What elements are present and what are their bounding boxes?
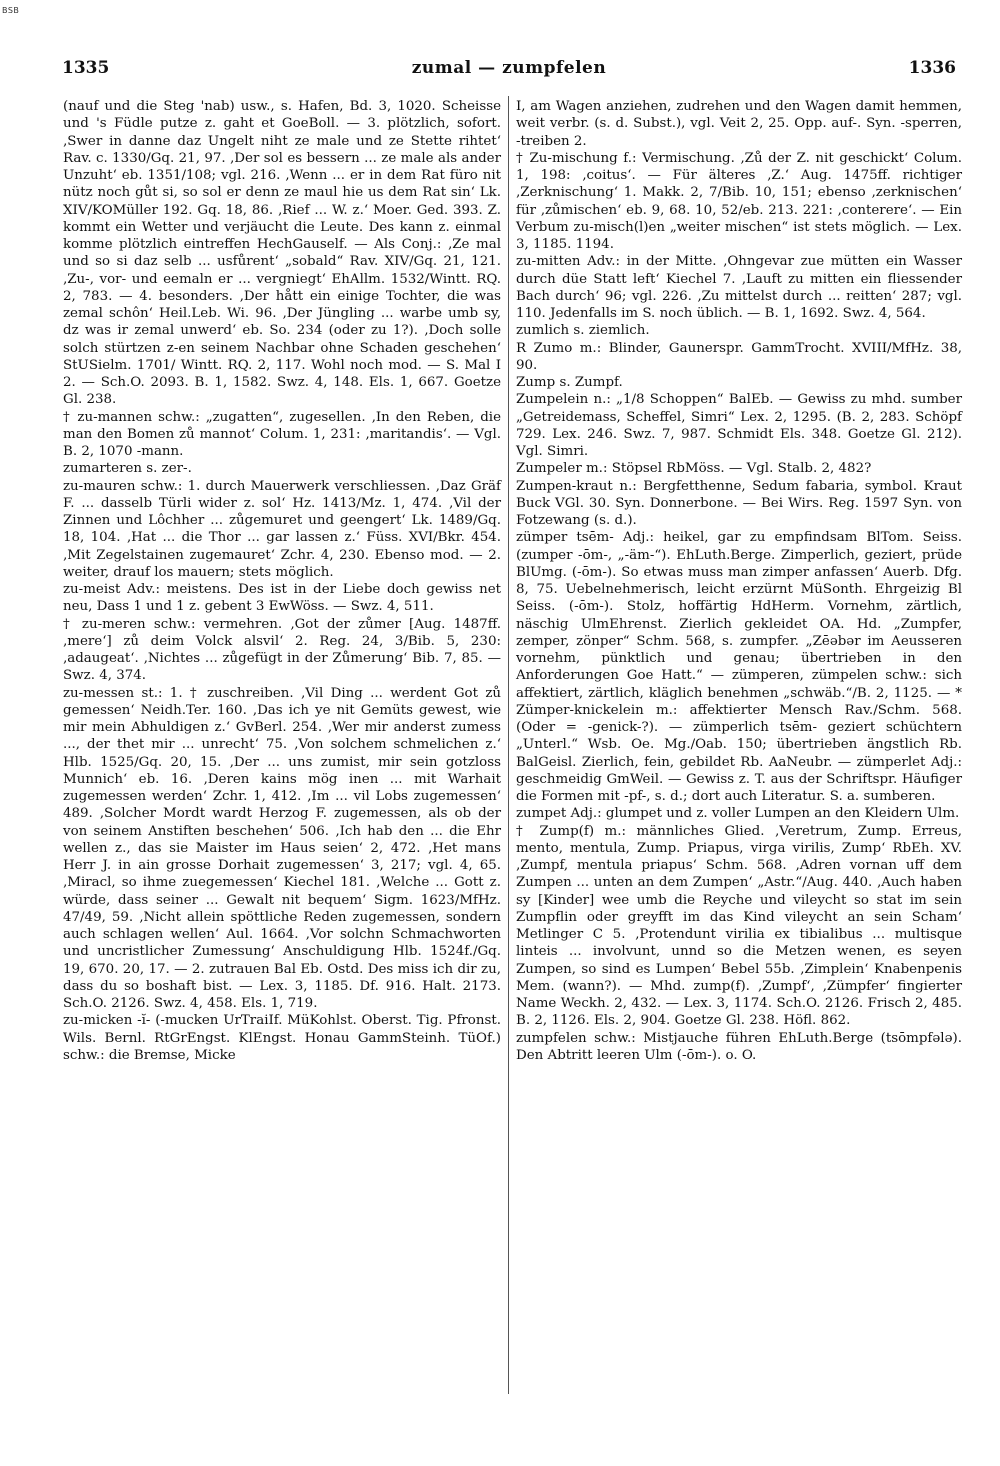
- entry-zumarteren: [63, 460, 501, 477]
- entry-zu-mischung: [516, 150, 962, 254]
- entry-text: Zumpeler m.: Stöpsel RbMöss. — Vgl. Stalb. 2, 482?: [516, 461, 872, 477]
- entry-text: (nauf und die Steg 'nab) usw., s. Hafen, Bd. 3, 1020. Scheisse und 's Füdle putze z. gaht et GoeBoll. — 3. plötzlich, sofort. ‚Swer in danne daz Ungelt niht ze male und ze Stette rihtet‘ Rav. c. 1330/Gq. 21, 97. ‚Der sol es bessern ... ze male als ander Unzuht‘ eb. 1351/108; vgl. 216. ‚Wenn ... er in dem Rat füro nit nütz noch gůt si, so sol er denn ze maul hie us dem Rat sin‘ Lk. XIV/KOMüller 192. Gq. 18, 86. ‚Rief ... W. z.‘ Moer. Ged. 393. Z. kommt ein Wetter und verjäucht die Leute. Des kann z. einmal komme plötzlich eintreffen HechGauself. — Als Conj.: ‚Ze mal und so si daz selb ... usfůrent‘ „sobald“ Rav. XIV/Gq. 21, 121. ‚Zu-, vor- und eemaln er ... vergniegt‘ EhAllm. 1532/Wintt. RQ. 2, 783. — 4. besonders. ‚Der hått ein einige Tochter, die was zemal schôn‘ Heil.Leb. Wi. 96. ‚Der Jüngling ... warbe umb sy, dz was ir zemal unwerd‘ eb. So. 234 (oder zu 1?). ‚Doch solle solch stürtzen z-en seinem Nachbar ohne Schaden geschehen‘ StUSielm. 1701/ Wintt. RQ. 2, 117. Wohl noch mod. — S. Mal I 2. — Sch.O. 2093. B. 1, 1582. Swz. 4, 148. Els. 1, 667. Goetze Gl. 238.: [63, 99, 501, 408]
- entry-text: zu-mitten Adv.: in der Mitte. ‚Ohngevar zue mütten ein Wasser durch düe Statt left‘ Kiechel 7. ‚Lauft zu mitten ein fliessender Bach durch‘ 96; vgl. 226. ‚Zu mittelst durch ... reitten‘ 287; vgl. 110. Jedenfalls im S. noch üblich. — B. 1, 1692. Swz. 4, 564.: [516, 254, 962, 321]
- entry-text: zu-meist Adv.: meistens. Des ist in der Liebe doch gewiss net neu, Dass 1 und 1 z. gebent 3 EwWöss. — Swz. 4, 511.: [63, 582, 501, 615]
- left-page-number: 1335: [62, 58, 110, 78]
- page-header: [62, 58, 956, 84]
- entry-text: I, am Wagen anziehen, zudrehen und den Wagen damit hemmen, weit verbr. (s. d. Subst.), vgl. Veit 2, 25. Opp. auf-. Syn. -sperren, -treiben 2.: [516, 99, 962, 149]
- entry-zuemper: [516, 529, 962, 805]
- entry-zu-mauren: [63, 478, 501, 582]
- right-column: [516, 98, 962, 1064]
- entry-zu-messen: [63, 685, 501, 1013]
- entry-zumo: [516, 340, 962, 375]
- entry-text: Zumpelein n.: „1/8 Schoppen“ BalEb. — Gewiss zu mhd. sumber „Getreidemass, Scheffel, Simri“ Lex. 2, 1295. (B. 2, 283. Schöpf 729. Lex. 246. Swz. 7, 987. Schmidt Els. 348. Goetze Gl. 212). Vgl. Simri.: [516, 392, 962, 459]
- entry-zu-micken-continued: [516, 98, 962, 150]
- entry-zu-mitten: [516, 253, 962, 322]
- entry-text: R Zumo m.: Blinder, Gaunerspr. GammTrocht. XVIII/MfHz. 38, 90.: [516, 340, 962, 373]
- entry-text: zu-mauren schw.: 1. durch Mauerwerk verschliessen. ‚Daz Gräf F. ... dasselb Türli wider z. sol‘ Hz. 1413/Mz. 1, 474. ‚Vil der Zinnen und Lôchher ... zůgemuret und geengert‘ Lk. 1489/Gq. 18, 104. ‚Hat ... die Thor ... gar lassen z.‘ Füss. XVI/Bkr. 454. ‚Mit Zegelstainen zugemauret‘ Zchr. 4, 230. Ebenso mod. — 2. weiter, drauf los mauern; stets möglich.: [63, 478, 501, 580]
- entry-text: Zumpen-kraut n.: Bergfetthenne, Sedum fabaria, symbol. Kraut Buck VGl. 30. Syn. Donnerbone. — Bei Wirs. Reg. 1597 Syn. von Fotzewang (s. d.).: [516, 478, 962, 528]
- entry-zumpfelen: [516, 1030, 962, 1065]
- entry-zu-mannen: [63, 409, 501, 461]
- entry-text: zumlich s. ziemlich.: [516, 323, 650, 339]
- entry-zumpen-kraut: [516, 478, 962, 530]
- column-divider: [508, 96, 509, 1394]
- entry-zu-micken: [63, 1012, 501, 1064]
- entry-zumpf: [516, 823, 962, 1030]
- entry-text: † zu-meren schw.: vermehren. ‚Got der zůmer [Aug. 1487ff. ‚mere‘] zů deim Volck alsvil‘ 2. Reg. 24, 3/Bib. 5, 230: ‚adaugeat‘. ‚Nichtes ... zůgefügt in der Zůmerung‘ Bib. 7, 85. — Swz. 4, 374.: [63, 616, 501, 684]
- entry-zumlich: [516, 322, 962, 339]
- entry-zu-meren: [63, 616, 501, 685]
- entry-text: zumpet Adj.: glumpet und z. voller Lumpen an den Kleidern Ulm.: [516, 806, 960, 822]
- library-stamp: BSB: [2, 6, 20, 15]
- entry-zump: [516, 374, 962, 391]
- entry-text: † zu-mannen schw.: „zugatten“, zugesellen. ‚In den Reben, die man den Bomen zů mannot‘ Colum. 1, 231: ‚maritandis‘. — Vgl. B. 2, 1070 -mann.: [63, 409, 501, 459]
- running-title: zumal — zumpfelen: [411, 58, 607, 78]
- entry-zumpeler: [516, 460, 962, 477]
- entry-text: zümper tsēm- Adj.: heikel, gar zu empfindsam BlTom. Seiss. (zumper -ōm-, „-äm-“). EhLuth.Berge. Zimperlich, geziert, prüde BlUmg. (-ōm-). So etwas muss man zimper anfassen‘ Auerb. Dfg. 8, 75. Uebelnehmerisch, leicht erzürnt MüSonth. Ehrgeizig Bl Seiss. (-ōm-). Stolz, hoffärtig HdHerm. Vornehm, zärtlich, näschig UlmEhrenst. Zierlich gekleidet OA. Hd. „Zumpfer, zemper, zönper“ Schm. 568, s. zumpfer. „Zēəbər im Aeusseren vornehm, pünktlich und genau; übertrieben in den Anforderungen Goe Hatt.“ — zümperen, zümpelen schw.: sich affektiert, zärtlich, kläglich benehmen „schwäb.“/B. 2, 1125. — * Zümper-knickelein m.: affektierter Mensch Rav./Schm. 568. (Oder = -genick-?). — zümperlich tsēm- geziert schüchtern „Unterl.“ Wsb. Oe. Mg./Oab. 150; übertrieben ängstlich Rb. BalGeisl. Zierlich, fein, gebildet Rb. AaNeubr. — zümperlet Adj.: geschmeidig GmWeil. — Gewiss z. T. aus der Schriftspr. Häufiger die Formen mit -pf-, s. d.; dort auch Literatur. S. a. sumberen.: [516, 530, 962, 804]
- entry-text: zumpfelen schw.: Mistjauche führen EhLuth.Berge (tsōmpfələ). Den Abtritt leeren Ulm (-ōm-). o. O.: [516, 1030, 962, 1063]
- left-column: [63, 98, 501, 1064]
- entry-zumal-continued: [63, 98, 501, 409]
- entry-zumpelein: [516, 391, 962, 460]
- entry-text: zu-micken -ĭ- (-mucken UrTraiIf. MüKohlst. Oberst. Tig. Pfronst. Wils. Bernl. RtGrEngst. KlEngst. Honau GammSteinh. TüOf.) schw.: die Bremse, Micke: [63, 1013, 501, 1063]
- entry-text: † Zump(f) m.: männliches Glied. ‚Veretrum, Zump. Erreus, mento, mentula, Zump. Priapus, virga virilis, Zump‘ RbEh. XV. ‚Zumpf, mentula priapus‘ Schm. 568. ‚Adren vornan uff dem Zumpen ... unten an dem Zumpen‘ „Astr.“/Aug. 440. ‚Auch haben sy [Kinder] wee umb die Reyche und vileycht so stat im sein Zumpflin oder greyfft im das Kind vileycht an sein Scham‘ Metlinger C 5. ‚Protendunt virilia ex tibialibus ... multisque linteis ... involvunt, unnd so die Metzen wenen, es seyen Zumpen, so sind es Lumpen‘ Bebel 55b. ‚Zimplein‘ Knabenpenis Mem. (wann?). — Mhd. zump(f). ‚Zumpf‘, ‚Zümpfer‘ fingierter Name Weckh. 2, 432. — Lex. 3, 1174. Sch.O. 2126. Frisch 2, 485. B. 2, 1126. Els. 2, 904. Goetze Gl. 238. Höfl. 862.: [516, 823, 962, 1029]
- entry-zu-meist: [63, 581, 501, 616]
- entry-text: † Zu-mischung f.: Vermischung. ‚Zů der Z. nit geschickt‘ Colum. 1, 198: ‚coitus‘. — Für älteres ‚Z.‘ Aug. 1475ff. richtiger ‚Zerknischung‘ 1. Makk. 2, 7/Bib. 10, 151; ebenso ‚zerknischen‘ für ‚zůmischen‘ eb. 9, 68. 10, 52/eb. 213. 221: ‚conterere‘. — Ein Verbum zu-misch(l)en „weiter mischen“ ist stets möglich. — Lex. 3, 1185. 1194.: [516, 150, 962, 252]
- entry-zumpet: [516, 805, 962, 822]
- right-page-number: 1336: [908, 58, 956, 78]
- entry-text: Zump s. Zumpf.: [516, 375, 623, 390]
- entry-text: zumarteren s. zer-.: [63, 461, 192, 477]
- entry-text: zu-messen st.: 1. † zuschreiben. ‚Vil Ding ... werdent Got zů gemessen‘ Neidh.Ter. 160. ‚Das ich ye nit Gemüts gewest, wie mir mein Abhuldigen z.‘ GvBerl. 254. ‚Wer mir anderst zumess ..., der thet mir ... unrecht‘ 75. ‚Von solchem schmelichen z.‘ Hlb. 1525/Gq. 20, 15. ‚Der ... uns zumist, mir sein gotzloss Munnich‘ eb. 16. ‚Deren kains mög inen ... mit Warhait zugemessen werden‘ Zchr. 1, 412. ‚Im ... vil Lobs zugemessen‘ 489. ‚Solcher Mordt wardt Herzog F. zugemessen, als ob der von seinem Anstiften beschehen‘ 506. ‚Ich hab den ... die Ehr wellen z., das sie Maister im Haus seien‘ 2, 472. ‚Het mans Herr J. in ain grosse Dorhait zugemessen‘ 3, 217; vgl. 4, 65. ‚Miracl, so ihme zuegemessen‘ Kiechel 181. ‚Welche ... Gott z. würde, dass seiner ... Gewalt nit bequem‘ Sigm. 1623/MfHz. 47/49, 59. ‚Nicht allein spöttliche Reden zugemessen, sondern auch schlagen wellen‘ Aul. 1664. ‚Vor solchn Schmachworten und uncristlicher Zumessung‘ Anschuldigung Hlb. 1524f./Gq. 19, 670. 20, 17. — 2. zutrauen Bal Eb. Ostd. Des miss ich dir zu, dass du so boshaft bist. — Lex. 3, 1185. Df. 916. Halt. 2173. Sch.O. 2126. Swz. 4, 458. Els. 1, 719.: [63, 685, 501, 1011]
